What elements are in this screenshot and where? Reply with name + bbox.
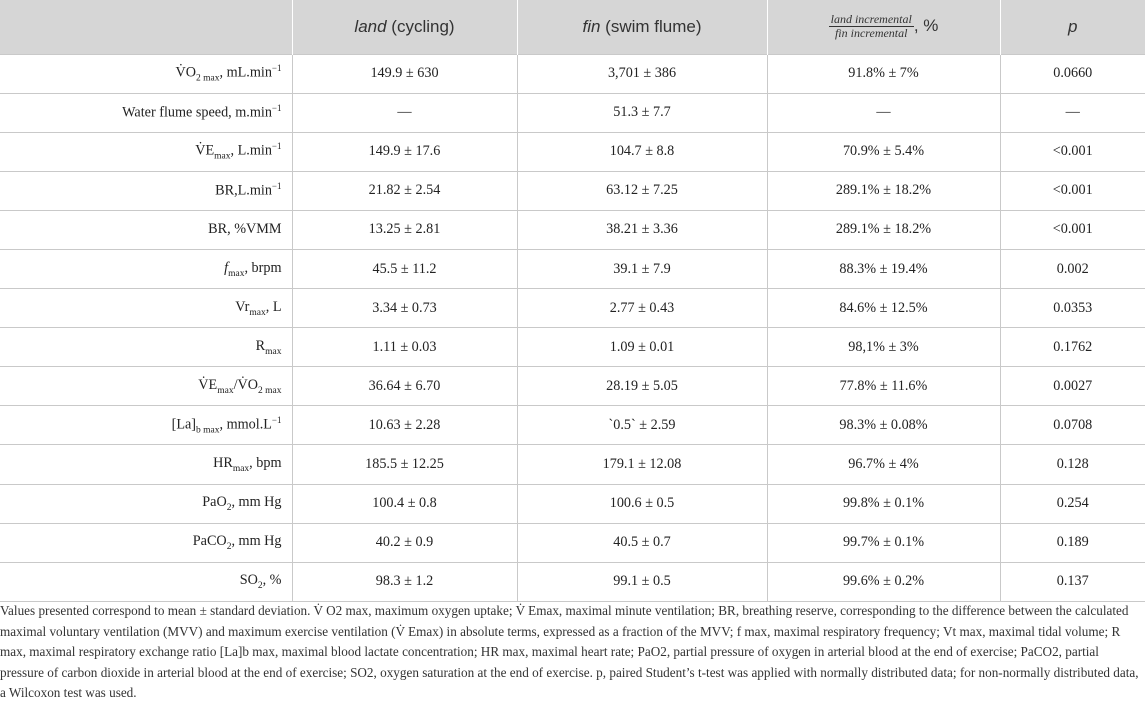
land-value: 13.25 ± 2.81 (292, 210, 517, 249)
p-value: <0.001 (1000, 171, 1145, 210)
ratio-value: 98.3% ± 0.08% (767, 406, 1000, 445)
land-value: 10.63 ± 2.28 (292, 406, 517, 445)
fin-value: 63.12 ± 7.25 (517, 171, 767, 210)
land-value: 21.82 ± 2.54 (292, 171, 517, 210)
fin-value: 39.1 ± 7.9 (517, 249, 767, 288)
table-row (0, 249, 1145, 288)
p-value: 0.189 (1000, 523, 1145, 562)
p-value: 0.254 (1000, 484, 1145, 523)
land-value: 45.5 ± 11.2 (292, 249, 517, 288)
table-row (0, 171, 1145, 210)
fin-value: `0.5` ± 2.59 (517, 406, 767, 445)
row-label: $[La]_{b max}$, $mmol.L^{-1}$ (0, 406, 292, 445)
row-label: $SO_2$, % (0, 562, 292, 601)
land-value: 98.3 ± 1.2 (292, 562, 517, 601)
p-value: 0.0660 (1000, 54, 1145, 93)
header-row (0, 0, 1145, 54)
land-value: 149.9 ± 17.6 (292, 132, 517, 171)
table-row (0, 93, 1145, 132)
row-label: $f_{max}$, brpm (0, 249, 292, 288)
p-value: 0.128 (1000, 445, 1145, 484)
header-variable (0, 0, 292, 54)
land-value: 149.9 ± 630 (292, 54, 517, 93)
ratio-value: 99.8% ± 0.1% (767, 484, 1000, 523)
ratio-value: 96.7% ± 4% (767, 445, 1000, 484)
fin-value: 1.09 ± 0.01 (517, 328, 767, 367)
fin-value: 28.19 ± 5.05 (517, 367, 767, 406)
row-label: $V̇E_{max}/V̇O_{2 max}$ (0, 367, 292, 406)
header-land: land (cycling) (292, 0, 517, 54)
p-value: 0.1762 (1000, 328, 1145, 367)
ratio-value: 91.8% ± 7% (767, 54, 1000, 93)
row-label: $Vr_{max}$, L (0, 289, 292, 328)
fin-value: 99.1 ± 0.5 (517, 562, 767, 601)
p-value: 0.0027 (1000, 367, 1145, 406)
fin-value: 3,701 ± 386 (517, 54, 767, 93)
p-value: 0.0708 (1000, 406, 1145, 445)
table-footnote: Values presented correspond to mean ± standard deviation. V̇ O2 max, maximum oxygen uptake; V̇ Emax, maximal minute ventilation; BR, breathing reserve, corresponding to the difference between the calculated maximal voluntary ventilation (MVV) and maximum exercise ventilation (V̇ Emax) in absolute terms, expressed as a fraction of the MVV; f max, maximal respiratory frequency; Vt max, maximal tidal volume; R max, maximal respiratory exchange ratio [La]b max, maximal blood lactate concentration; HR max, maximal heart rate; PaO2, partial pressure of oxygen in arterial blood at the end of exercise; PaCO2, partial pressure of carbon dioxide in arterial blood at the end of exercise; SO2, oxygen saturation at the end of exercise. p, paired Student’s t-test was applied with normally distributed data; for non-normally distributed data, a Wilcoxon test was used. (0, 603, 1139, 700)
table-row (0, 562, 1145, 601)
row-label: $R_{max}$ (0, 328, 292, 367)
ratio-value: 289.1% ± 18.2% (767, 210, 1000, 249)
fin-value: 179.1 ± 12.08 (517, 445, 767, 484)
fin-value: 51.3 ± 7.7 (517, 93, 767, 132)
ratio-fraction: $\frac{\text{land incremental}}{\text{fin incremental}}$ (830, 12, 912, 41)
land-value: 100.4 ± 0.8 (292, 484, 517, 523)
ratio-value: — (767, 93, 1000, 132)
fin-value: 100.6 ± 0.5 (517, 484, 767, 523)
ratio-value: 84.6% ± 12.5% (767, 289, 1000, 328)
table-row (0, 210, 1145, 249)
ratio-value: 99.7% ± 0.1% (767, 523, 1000, 562)
table-row (0, 445, 1145, 484)
table-row (0, 523, 1145, 562)
p-value: <0.001 (1000, 132, 1145, 171)
ratio-value: 88.3% ± 19.4% (767, 249, 1000, 288)
fin-value: 104.7 ± 8.8 (517, 132, 767, 171)
table-row (0, 328, 1145, 367)
header-ratio: $\frac{\text{land incremental}}{\text{fin incremental}}$ , % (767, 0, 1000, 54)
row-label: $V̇E_{max}$, $L.\min^{-1}$ (0, 132, 292, 171)
p-value: 0.0353 (1000, 289, 1145, 328)
table-row (0, 54, 1145, 93)
row-label: BR, %VMM (0, 210, 292, 249)
row-label: PaO$_2$, mm Hg (0, 484, 292, 523)
ratio-value: 70.9% ± 5.4% (767, 132, 1000, 171)
row-label: $BR,L.\min^{-1}$ (0, 171, 292, 210)
p-value: <0.001 (1000, 210, 1145, 249)
row-label: $V̇O_{2 max}$, $mL.\min^{-1}$ (0, 54, 292, 93)
land-value: 40.2 ± 0.9 (292, 523, 517, 562)
row-label: PaCO$_2$, mm Hg (0, 523, 292, 562)
ratio-value: 77.8% ± 11.6% (767, 367, 1000, 406)
land-value: 36.64 ± 6.70 (292, 367, 517, 406)
table-row (0, 289, 1145, 328)
p-value: 0.002 (1000, 249, 1145, 288)
row-label: Water flume speed, $m.\min^{-1}$ (0, 93, 292, 132)
land-value: 3.34 ± 0.73 (292, 289, 517, 328)
p-value: — (1000, 93, 1145, 132)
header-fin: fin (swim flume) (517, 0, 767, 54)
fin-value: 2.77 ± 0.43 (517, 289, 767, 328)
table-row (0, 367, 1145, 406)
p-value: 0.137 (1000, 562, 1145, 601)
ratio-value: 99.6% ± 0.2% (767, 562, 1000, 601)
row-label: $HR_{max}$, bpm (0, 445, 292, 484)
ratio-value: 289.1% ± 18.2% (767, 171, 1000, 210)
fin-value: 40.5 ± 0.7 (517, 523, 767, 562)
land-value: 185.5 ± 12.25 (292, 445, 517, 484)
fin-value: 38.21 ± 3.36 (517, 210, 767, 249)
table-row (0, 484, 1145, 523)
table-row (0, 132, 1145, 171)
land-value: — (292, 93, 517, 132)
land-value: 1.11 ± 0.03 (292, 328, 517, 367)
table-row (0, 406, 1145, 445)
header-p: p (1068, 16, 1078, 36)
ratio-value: 98,1% ± 3% (767, 328, 1000, 367)
